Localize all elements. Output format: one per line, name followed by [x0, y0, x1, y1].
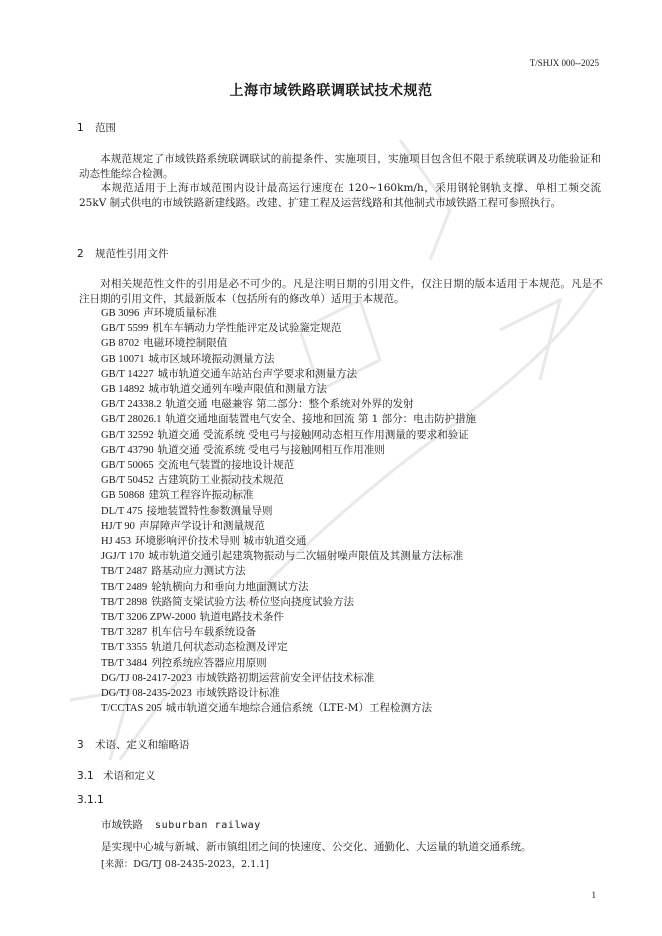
- reference-name: 轨道交通 电磁兼容 第二部分：整个系统对外界的发射: [165, 398, 414, 411]
- scope-paragraph-2: [79, 181, 601, 210]
- reference-item: [101, 458, 476, 473]
- reference-name: 轨道几何状态动态检测及评定: [151, 641, 288, 654]
- section-number: 2: [77, 248, 84, 260]
- reference-code: GB 50868: [101, 490, 145, 502]
- reference-code: GB 3096: [101, 308, 140, 319]
- reference-item: [101, 473, 476, 488]
- scope-text-2: 本规范适用于上海市域范围内设计最高运行速度在 120~160km/h，采用钢轮钢轨支撑、单相工频交流 25kV 制式供电的市域铁路新建线路。改建、扩建工程及运营线路和其他制式市域铁路工程可参照执行。: [79, 182, 601, 209]
- reference-name: 市域铁路设计标准: [195, 687, 280, 700]
- reference-item: [101, 549, 476, 564]
- reference-name: 城市轨道交通列车噪声限值和测量方法: [148, 383, 327, 396]
- reference-item: [101, 306, 476, 321]
- reference-list: [101, 306, 476, 716]
- reference-item: [101, 656, 476, 671]
- section-number: 3.1: [77, 770, 94, 782]
- reference-item: [101, 336, 476, 351]
- term-english: suburban railway: [155, 820, 261, 831]
- reference-name: 铁路简支梁试验方法 桥位竖向挠度试验方法: [151, 595, 355, 608]
- reference-item: [101, 504, 476, 519]
- subsection-heading-terms-definitions: [77, 768, 156, 783]
- reference-item: [101, 352, 476, 367]
- reference-item: [101, 382, 476, 397]
- reference-item: [101, 671, 476, 686]
- reference-name: 轨道交通 受流系统 受电弓与接触网相互作用准则: [157, 443, 385, 456]
- reference-name: 城市轨道交通引起建筑物振动与二次辐射噪声限值及其测量方法标准: [148, 550, 464, 563]
- reference-name: 轨道交通地面装置电气安全、接地和回流 第 1 部分：电击防护措施: [165, 413, 477, 426]
- reference-item: [101, 640, 476, 655]
- reference-name: 机车信号车载系统设备: [151, 626, 257, 639]
- section-heading-references: [77, 246, 169, 261]
- reference-code: DG/TJ 08-2417-2023: [101, 672, 192, 684]
- page-number: 1: [591, 890, 596, 900]
- reference-code: GB/T 5599: [101, 323, 149, 335]
- reference-code: JGJ/T 170: [101, 551, 145, 563]
- reference-item: [101, 580, 476, 595]
- reference-item: [101, 488, 476, 503]
- reference-item: [101, 595, 476, 610]
- references-intro-text: 对相关规范性文件的引用是必不可少的。凡是注明日期的引用文件，仅注日期的版本适用于本规范。凡是不注日期的引用文件，其最新版本（包括所有的修改单）适用于本规范。: [79, 278, 603, 305]
- reference-code: GB/T 50065: [101, 460, 154, 472]
- reference-code: GB/T 24338.2: [101, 399, 162, 411]
- reference-name: 轨道电路技术条件: [199, 611, 284, 624]
- section-title: 术语和定义: [103, 770, 156, 782]
- reference-code: TB/T 2898: [101, 596, 148, 608]
- reference-name: 建筑工程容许振动标准: [148, 489, 254, 502]
- term-number: 3.1.1: [77, 794, 104, 806]
- section-heading-terms: [77, 737, 190, 752]
- document-code: T/SHJX 000--2025: [529, 58, 599, 68]
- section-number: 1: [77, 122, 84, 134]
- reference-item: [101, 610, 476, 625]
- reference-code: GB/T 50452: [101, 475, 154, 487]
- reference-name: 城市轨道交通车站站台声学要求和测量方法: [157, 367, 358, 380]
- reference-item: [101, 701, 476, 716]
- reference-name: 市域铁路初期运营前安全评估技术标准: [195, 671, 375, 684]
- term-heading: [101, 817, 261, 832]
- reference-code: GB 10071: [101, 353, 145, 365]
- reference-item: [101, 534, 476, 549]
- term-definition: 是实现中心城与新城、新市镇组团之间的快速度、公交化、通勤化、大运量的轨道交通系统。: [101, 841, 532, 853]
- reference-code: GB/T 43790: [101, 444, 154, 456]
- scope-text-1: 本规范规定了市域铁路系统联调联试的前提条件、实施项目，实施项目包含但不限于系统联调及功能验证和动态性能综合检测。: [79, 153, 601, 180]
- reference-name: 轮轨横向力和垂向力地面测试方法: [151, 580, 309, 593]
- section-heading-scope: [77, 120, 116, 135]
- reference-item: [101, 397, 476, 412]
- reference-code: GB/T 28026.1: [101, 414, 162, 426]
- reference-code: DL/T 475: [101, 505, 143, 517]
- document-title: 上海市域铁路联调联试技术规范: [229, 83, 433, 99]
- reference-item: [101, 321, 476, 336]
- references-intro: [79, 277, 603, 306]
- reference-name: 路基动应力测试方法: [151, 565, 246, 578]
- reference-item: [101, 367, 476, 382]
- reference-item: [101, 564, 476, 579]
- reference-code: TB/T 3287: [101, 627, 148, 639]
- reference-item: [101, 428, 476, 443]
- reference-name: 交流电气装置的接地设计规范: [157, 459, 295, 472]
- reference-name: 古建筑防工业振动技术规范: [157, 474, 284, 487]
- reference-item: [101, 412, 476, 427]
- reference-name: 城市区域环境振动测量方法: [148, 352, 275, 365]
- reference-name: 列控系统应答器应用原则: [151, 656, 267, 669]
- reference-item: [101, 519, 476, 534]
- reference-item: [101, 686, 476, 701]
- term-chinese: 市域铁路: [101, 819, 143, 831]
- reference-code: GB/T 32592: [101, 429, 154, 441]
- reference-code: T/CCTAS 205: [101, 703, 162, 715]
- section-title: 规范性引用文件: [95, 248, 169, 260]
- reference-code: HJ/T 90: [101, 520, 135, 532]
- reference-code: TB/T 3484: [101, 657, 148, 669]
- reference-code: TB/T 3355: [101, 642, 148, 654]
- reference-code: TB/T 2489: [101, 581, 148, 593]
- reference-code: GB 8702: [101, 338, 140, 350]
- reference-name: 电磁环境控制限值: [143, 337, 228, 350]
- section-number: 3: [77, 739, 84, 751]
- reference-item: [101, 625, 476, 640]
- reference-code: GB 14892: [101, 384, 145, 396]
- section-title: 术语、定义和缩略语: [95, 739, 190, 751]
- term-source: [来源：DG/TJ 08-2435-2023，2.1.1]: [101, 859, 270, 870]
- reference-code: TB/T 3206 ZPW-2000: [101, 612, 196, 624]
- reference-code: GB/T 14227: [101, 368, 154, 380]
- reference-code: DG/TJ 08-2435-2023: [101, 688, 192, 700]
- scope-paragraph-1: [79, 152, 601, 181]
- reference-code: TB/T 2487: [101, 566, 148, 578]
- section-title: 范围: [95, 122, 116, 134]
- reference-name: 接地装置特性参数测量导则: [146, 504, 273, 517]
- reference-item: [101, 443, 476, 458]
- reference-name: 声环境质量标准: [143, 307, 217, 319]
- reference-name: 城市轨道交通车地综合通信系统（LTE-M）工程检测方法: [165, 702, 432, 715]
- reference-name: 轨道交通 受流系统 受电弓与接触网动态相互作用测量的要求和验证: [157, 428, 469, 441]
- reference-name: 机车车辆动力学性能评定及试验鉴定规范: [152, 322, 342, 335]
- reference-code: HJ 453: [101, 536, 132, 548]
- reference-name: 声屏障声学设计和测量规范: [138, 519, 265, 532]
- reference-name: 环境影响评价技术导则 城市轨道交通: [135, 535, 307, 548]
